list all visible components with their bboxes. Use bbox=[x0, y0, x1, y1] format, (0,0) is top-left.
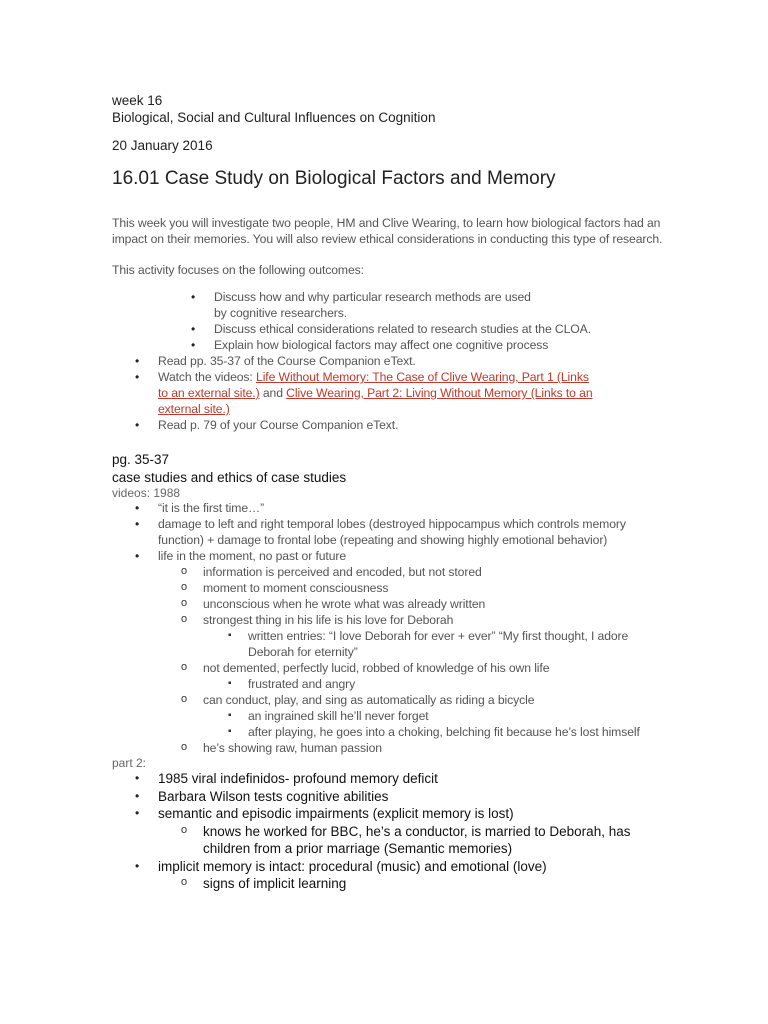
part2-item: • semantic and episodic impairments (explicit memory is lost) bbox=[112, 805, 672, 823]
note-subitem: o moment to moment consciousness bbox=[112, 580, 672, 596]
part2-subitem: o knows he worked for BBC, he’s a conductor, is married to Deborah, has children from a prior marriage (Semantic memories) bbox=[112, 823, 672, 858]
part2-item: • 1985 viral indefinidos- profound memory deficit bbox=[112, 770, 672, 788]
videos-label: videos: 1988 bbox=[112, 486, 181, 500]
week-label: week 16 bbox=[112, 93, 163, 108]
part2-subitem: o signs of implicit learning bbox=[112, 875, 672, 893]
course-title: Biological, Social and Cultural Influences on Cognition bbox=[112, 110, 436, 125]
intro-paragraph: This week you will investigate two people, HM and Clive Wearing, to learn how biological factors had an impact on their memories. You will also review ethical considerations in conducting this type of research. bbox=[112, 216, 663, 246]
task-read-page-79: • Read p. 79 of your Course Companion eText. bbox=[112, 417, 672, 433]
note-item: • damage to left and right temporal lobes (destroyed hippocampus which controls memory function) + damage to frontal lobe (repeating and showing highly emotional behavior) bbox=[112, 516, 672, 548]
note-subitem: o can conduct, play, and sing as automatically as riding a bicycle bbox=[112, 692, 672, 708]
note-subitem: o information is perceived and encoded, but not stored bbox=[112, 564, 672, 580]
note-subitem: o he’s showing raw, human passion bbox=[112, 740, 672, 756]
document-page bbox=[112, 92, 672, 893]
part2-item: • implicit memory is intact: procedural (music) and emotional (love) bbox=[112, 858, 672, 876]
part2-item: • Barbara Wilson tests cognitive abilities bbox=[112, 788, 672, 806]
part2-label: part 2: bbox=[112, 756, 147, 770]
and-text: and bbox=[259, 386, 287, 400]
note-subitem: o not demented, perfectly lucid, robbed of knowledge of his own life bbox=[112, 660, 672, 676]
task-watch-videos bbox=[112, 369, 598, 417]
page-title: 16.01 Case Study on Biological Factors and Memory bbox=[112, 168, 556, 189]
note-subsubitem: ▪ after playing, he goes into a choking, belching fit because he’s lost himself bbox=[112, 724, 648, 740]
task-read-pages: • Read pp. 35-37 of the Course Companion eText. bbox=[112, 353, 672, 369]
outcomes-list bbox=[112, 289, 672, 353]
note-subsubitem: ▪ an ingrained skill he’ll never forget bbox=[112, 708, 672, 724]
tasks-list bbox=[112, 353, 672, 433]
note-subsubitem: ▪ frustrated and angry bbox=[112, 676, 672, 692]
video-link-part1[interactable]: Life Without Memory: The Case of Clive Wearing, Part 1 (Links to an external site.) bbox=[158, 370, 589, 400]
watch-prefix: Watch the videos: bbox=[158, 370, 257, 384]
part2-list bbox=[112, 770, 672, 893]
date-label: 20 January 2016 bbox=[112, 138, 213, 153]
notes-pages-heading: pg. 35-37 bbox=[112, 452, 170, 467]
note-subitem: o strongest thing in his life is his love for Deborah bbox=[112, 612, 672, 628]
note-subitem: o unconscious when he wrote what was already written bbox=[112, 596, 672, 612]
note-subsubitem: ▪ written entries: “I love Deborah for ever + ever” “My first thought, I adore Deborah for eternity” bbox=[112, 628, 648, 660]
outcome-item: • Discuss ethical considerations related to research studies at the CLOA. bbox=[112, 321, 672, 337]
notes-list bbox=[112, 500, 672, 756]
notes-subtitle: case studies and ethics of case studies bbox=[112, 469, 347, 485]
focus-line: This activity focuses on the following outcomes: bbox=[112, 263, 364, 277]
outcome-item: • Discuss how and why particular research methods are used by cognitive researchers. bbox=[112, 289, 544, 321]
outcome-item: • Explain how biological factors may affect one cognitive process bbox=[112, 337, 672, 353]
video-link-part2[interactable]: Clive Wearing, Part 2: Living Without Memory (Links to an external site.) bbox=[158, 386, 593, 416]
note-item: • life in the moment, no past or future bbox=[112, 548, 672, 564]
note-item: • “it is the first time…” bbox=[112, 500, 672, 516]
